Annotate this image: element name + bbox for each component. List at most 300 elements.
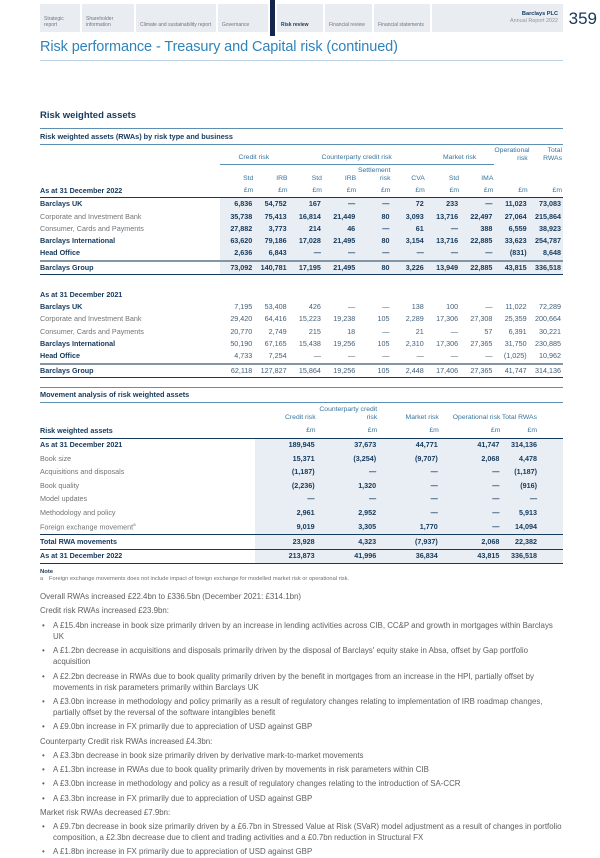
row-label: Total RWA movements (40, 535, 255, 549)
cell-value: 2,749 (254, 326, 288, 338)
bullet-marker: • (42, 847, 45, 857)
nav-tab-label: Governance (222, 22, 250, 28)
cell-value: 75,413 (254, 211, 288, 223)
cell-value: 14,094 (501, 519, 563, 534)
table-row (40, 211, 563, 223)
movement-table-caption: Movement analysis of risk weighted assets (40, 387, 563, 404)
cell-value: — (440, 466, 502, 479)
cell-value: — (378, 493, 440, 506)
cell-value: 38,923 (529, 223, 563, 235)
cell-value: 189,945 (255, 438, 317, 452)
unit-label: £m (391, 185, 425, 198)
cell-value: 4,323 (317, 535, 379, 549)
cell-value: 43,815 (494, 261, 528, 275)
brand-block (432, 4, 563, 32)
cell-value: 6,391 (494, 326, 528, 338)
movement-body (40, 438, 563, 564)
cell-value: 2,068 (440, 535, 502, 549)
row-label: Barclays UK (40, 199, 83, 209)
cell-value: 15,371 (255, 452, 317, 465)
col-header: Std (448, 175, 460, 183)
row-label: Barclays International (40, 339, 116, 349)
row-label: Barclays UK (40, 302, 83, 312)
cell-value: 21,449 (323, 211, 357, 223)
commentary-paragraph: Overall RWAs increased £22.4bn to £336.5bn (December 2021: £314.1bn) (40, 592, 301, 602)
cell-value: 314,136 (501, 438, 563, 452)
cell-value: 41,747 (494, 364, 528, 378)
bullet-text: A £1.3bn increase in RWAs due to book quality primarily driven by movements in risk parameters within CIB (53, 765, 429, 775)
cell-value: 80 (357, 261, 391, 275)
unit-label: £m (426, 185, 460, 198)
cell-value: 19,256 (323, 338, 357, 350)
column-header-row (40, 165, 563, 185)
cell-value: — (357, 247, 391, 260)
cell-value: 67,165 (254, 338, 288, 350)
cell-value: 213,873 (255, 549, 317, 563)
table-row (40, 535, 563, 549)
cell-value: — (323, 301, 357, 313)
commentary-paragraph: Credit risk RWAs increased £23.9bn: (40, 606, 169, 616)
bullet-text: A £2.2bn decrease in RWAs due to book quality primarily driven by the benefit in mortgages from an increase in the HPI, partially offset by movements in risk parameters primarily within Barclays UK (53, 671, 534, 692)
bullet-text: A £9.0bn increase in FX primarily due to appreciation of USD against GBP (53, 722, 313, 732)
table-row (40, 350, 563, 363)
cell-value: 2,068 (440, 452, 502, 465)
row-label: Book quality (40, 480, 80, 490)
bullet-marker: • (42, 779, 45, 789)
cell-value: — (460, 301, 494, 313)
cell-value: 62,118 (220, 364, 254, 378)
cell-value: 35,738 (220, 211, 254, 223)
col-header: Std (243, 175, 254, 183)
brand-name: Barclays PLC (521, 11, 558, 18)
page-title: Risk performance - Treasury and Capital risk (continued) (40, 39, 398, 55)
bullet-item (40, 645, 563, 667)
cell-value: — (323, 350, 357, 363)
unit-label: £m (501, 424, 563, 438)
cell-value: — (357, 326, 391, 338)
cell-value: 336,518 (529, 261, 563, 275)
bullet-marker: • (42, 750, 45, 760)
nav-tab-label: Strategic report (44, 16, 64, 28)
cell-value: — (440, 519, 502, 534)
cell-value: 3,154 (391, 235, 425, 247)
row-label: Head Office (40, 351, 80, 361)
cell-value: — (426, 223, 460, 235)
cell-value: 2,289 (391, 313, 425, 325)
table-row (40, 338, 563, 350)
table-row (40, 364, 563, 378)
cell-value: 27,365 (460, 338, 494, 350)
cell-value: (831) (494, 247, 528, 260)
cell-value: — (357, 223, 391, 235)
cell-value: 21 (391, 326, 425, 338)
bullet-item (40, 821, 563, 843)
cell-value: 27,308 (460, 313, 494, 325)
cell-value: — (289, 247, 323, 260)
cell-value: 80 (357, 211, 391, 223)
col-header: Credit risk (285, 413, 316, 421)
unit-label: £m (255, 424, 317, 438)
unit-label: £m (494, 185, 528, 198)
unit-label: £m (378, 424, 440, 438)
nav-band (40, 4, 563, 32)
cell-value: — (323, 198, 357, 211)
cell-value: 17,306 (426, 313, 460, 325)
bullet-marker: • (42, 722, 45, 732)
bullet-text: A £3.0bn increase in methodology and policy as a result of regulatory changes relating to the introduction of SA-CCR (53, 779, 461, 789)
cell-value: 5,913 (501, 506, 563, 519)
bullet-item (40, 793, 563, 804)
bullet-marker: • (42, 646, 45, 656)
table-row (40, 223, 563, 235)
bullet-text: A £15.4bn increase in book size primarily driven by an increase in lending activities across CIB, CC&P and growth in mortgages within Barclays UK (53, 620, 553, 641)
bullet-text: A £1.8bn increase in FX primarily due to appreciation of USD against GBP (53, 847, 313, 857)
nav-tab-shareholder-information[interactable] (82, 4, 134, 32)
column-header-row (40, 403, 563, 424)
cell-value: 23,928 (255, 535, 317, 549)
unit-label: £m (220, 185, 254, 198)
cell-value: 138 (391, 301, 425, 313)
cell-value: 17,306 (426, 338, 460, 350)
footnote-block (40, 569, 563, 582)
table-row (40, 261, 563, 275)
cell-value: 29,420 (220, 313, 254, 325)
movement-table (40, 403, 563, 564)
note-marker: a (40, 576, 44, 583)
table-row (40, 466, 563, 479)
unit-label: £m (317, 424, 379, 438)
cell-value: — (323, 247, 357, 260)
unit-label: £m (460, 185, 494, 198)
cell-value: 22,885 (460, 235, 494, 247)
page-content (40, 39, 563, 858)
cell-value: 314,136 (529, 364, 563, 378)
cell-value: — (357, 350, 391, 363)
commentary-paragraph: Counterparty Credit risk RWAs increased £4.3bn: (40, 736, 213, 746)
row-label: Barclays Group (40, 261, 220, 275)
cell-value: 254,787 (529, 235, 563, 247)
table-row (40, 235, 563, 247)
row-label: Acquisitions and disposals (40, 467, 125, 477)
cell-value: 44,771 (378, 438, 440, 452)
cell-value: 13,716 (426, 235, 460, 247)
row-label: Consumer, Cards and Payments (40, 223, 144, 233)
cell-value: 100 (426, 301, 460, 313)
col-header: Std (311, 175, 322, 183)
cell-value: — (460, 247, 494, 260)
row-label: Foreign exchange movement$^a$ (40, 522, 136, 532)
table-row (40, 479, 563, 492)
group-market-risk: Market risk (426, 145, 495, 165)
bullet-text: A £3.3bn decrease in book size primarily driven by derivative mark-to-market movements (53, 750, 364, 760)
cell-value: 3,093 (391, 211, 425, 223)
bullet-marker: • (42, 821, 45, 831)
cell-value: 105 (357, 313, 391, 325)
bullet-marker: • (42, 620, 45, 630)
bullet-marker: • (42, 671, 45, 681)
date-row-2021 (40, 288, 563, 301)
bullet-item (40, 750, 563, 761)
cell-value: 9,019 (255, 519, 317, 534)
date-label-2021: As at 31 December 2021 (40, 289, 123, 299)
cell-value: — (255, 493, 317, 506)
cell-value: 50,190 (220, 338, 254, 350)
cell-value: 64,416 (254, 313, 288, 325)
cell-value: 1,770 (378, 519, 440, 534)
row-label: Corporate and Investment Bank (40, 211, 142, 221)
cell-value: 1,320 (317, 479, 379, 492)
row-label: Methodology and policy (40, 507, 116, 517)
table-row (40, 198, 563, 211)
cell-value: — (378, 506, 440, 519)
row-label: Barclays International (40, 236, 116, 246)
group-total-rwas: Total RWAs (543, 146, 562, 162)
cell-value: (916) (501, 479, 563, 492)
bullet-text: A £1.2bn decrease in acquisitions and disposals primarily driven by the disposal of Barclays' equity stake in Absa, offset by Gap portfolio acquisition (53, 646, 529, 667)
cell-value: 3,773 (254, 223, 288, 235)
bullet-item (40, 764, 563, 775)
table-row (40, 493, 563, 506)
cell-value: 2,961 (255, 506, 317, 519)
cell-value: 22,497 (460, 211, 494, 223)
cell-value: (9,707) (378, 452, 440, 465)
cell-value: 19,238 (323, 313, 357, 325)
unit-header-row (40, 424, 563, 438)
cell-value: 7,195 (220, 301, 254, 313)
cell-value: 15,864 (289, 364, 323, 378)
cell-value: — (460, 350, 494, 363)
date-label-2022: As at 31 December 2022 (40, 185, 220, 198)
cell-value: 127,827 (254, 364, 288, 378)
cell-value: 214 (289, 223, 323, 235)
cell-value: 10,962 (529, 350, 563, 363)
title-rule (40, 60, 563, 61)
nav-tab-label: Financial review (329, 22, 365, 28)
cell-value: 11,022 (494, 301, 528, 313)
section-title: Risk weighted assets (40, 110, 137, 121)
cell-value: — (357, 301, 391, 313)
table-row (40, 301, 563, 313)
cell-value: 15,223 (289, 313, 323, 325)
nav-tab-label: Shareholder information (86, 16, 114, 28)
rwa-table-caption: Risk weighted assets (RWAs) by risk type and business (40, 128, 563, 145)
cell-value: 21,495 (323, 235, 357, 247)
cell-value: — (440, 506, 502, 519)
row-label: Book size (40, 453, 72, 463)
nav-tab-risk-review[interactable] (277, 4, 323, 32)
cell-value: 43,815 (440, 549, 502, 563)
cell-value: (1,187) (501, 466, 563, 479)
cell-value: 2,636 (220, 247, 254, 260)
rwa-table (40, 145, 563, 378)
cell-value: 4,478 (501, 452, 563, 465)
table-row (40, 438, 563, 452)
cell-value: — (440, 479, 502, 492)
cell-value: — (289, 350, 323, 363)
cell-value: 30,221 (529, 326, 563, 338)
cell-value: 72,289 (529, 301, 563, 313)
commentary-section (40, 591, 563, 857)
cell-value: — (440, 493, 502, 506)
cell-value: 2,952 (317, 506, 379, 519)
cell-value: 6,836 (220, 198, 254, 211)
row-label: Model updates (40, 494, 88, 504)
unit-label: £m (440, 424, 502, 438)
nav-tab-financial-review[interactable] (325, 4, 372, 32)
unit-label: £m (254, 185, 288, 198)
cell-value: 22,885 (460, 261, 494, 275)
unit-label: £m (289, 185, 323, 198)
note-text: Foreign exchange movements does not include impact of foreign exchange for modelled market risk or operational risk. (49, 576, 350, 583)
cell-value: — (460, 198, 494, 211)
cell-value: 41,747 (440, 438, 502, 452)
table-row (40, 313, 563, 325)
cell-value: 105 (357, 364, 391, 378)
col-header: IRB (276, 175, 288, 183)
bullet-text: A £3.0bn increase in methodology and policy primarily as a result of regulatory changes relating to implementation of IRB roadmap changes, partially offset by the reversal of the software intangibles benefit (53, 697, 543, 718)
nav-tab-strategic-report[interactable] (40, 4, 80, 32)
report-page (0, 4, 600, 857)
cell-value: 31,750 (494, 338, 528, 350)
cell-value: 215 (289, 326, 323, 338)
cell-value: 61 (391, 223, 425, 235)
cell-value: 27,365 (460, 364, 494, 378)
cell-value: 17,195 (289, 261, 323, 275)
cell-value: — (378, 479, 440, 492)
cell-value: — (391, 247, 425, 260)
row-label: As at 31 December 2021 (40, 440, 123, 450)
movement-label-header: Risk weighted assets (40, 424, 255, 438)
bullet-marker: • (42, 765, 45, 775)
group-counterparty-credit-risk: Counterparty credit risk (289, 145, 426, 165)
cell-value: 18 (323, 326, 357, 338)
cell-value: 63,620 (220, 235, 254, 247)
cell-value: (1,187) (255, 466, 317, 479)
cell-value: 27,882 (220, 223, 254, 235)
cell-value: 426 (289, 301, 323, 313)
table-row (40, 506, 563, 519)
cell-value: — (426, 247, 460, 260)
table-row (40, 549, 563, 563)
cell-value: 388 (460, 223, 494, 235)
cell-value: 16,814 (289, 211, 323, 223)
cell-value: 72 (391, 198, 425, 211)
cell-value: (1,025) (494, 350, 528, 363)
cell-value: 105 (357, 338, 391, 350)
cell-value: 11,023 (494, 198, 528, 211)
page-header (40, 4, 597, 32)
bullet-item (40, 696, 563, 718)
group-credit-risk: Credit risk (220, 145, 289, 165)
cell-value: 46 (323, 223, 357, 235)
unit-label: £m (529, 185, 563, 198)
cell-value: 3,226 (391, 261, 425, 275)
row-label: As at 31 December 2022 (40, 549, 255, 563)
col-header: Operational risk (452, 413, 501, 421)
brand-subtitle: Annual Report 2022 (510, 18, 558, 25)
cell-value: 4,733 (220, 350, 254, 363)
cell-value: 54,752 (254, 198, 288, 211)
note-heading: Note (40, 569, 54, 576)
nav-tab-climate-sustainability[interactable] (136, 4, 216, 32)
note-line (40, 576, 563, 582)
nav-tab-financial-statements[interactable] (374, 4, 430, 32)
bullet-text: A £3.3bn increase in FX primarily due to appreciation of USD against GBP (53, 793, 313, 803)
cell-value: 215,864 (529, 211, 563, 223)
cell-value: (2,236) (255, 479, 317, 492)
cell-value: 41,996 (317, 549, 379, 563)
col-header: Counterparty credit risk (319, 405, 378, 421)
cell-value: — (317, 493, 379, 506)
cell-value: 167 (289, 198, 323, 211)
cell-value: 13,949 (426, 261, 460, 275)
nav-tab-governance[interactable] (218, 4, 268, 32)
col-header: CVA (411, 175, 425, 183)
cell-value: 2,310 (391, 338, 425, 350)
col-header: IMA (481, 175, 494, 183)
cell-value: 27,064 (494, 211, 528, 223)
cell-value: 200,664 (529, 313, 563, 325)
cell-value: 73,083 (529, 198, 563, 211)
cell-value: 19,256 (323, 364, 357, 378)
nav-tab-label: Climate and sustainability report (140, 22, 212, 28)
bullet-marker: • (42, 793, 45, 803)
table-row (40, 452, 563, 465)
commentary-paragraph: Market risk RWAs decreased £7.9bn: (40, 807, 171, 817)
cell-value: 20,770 (220, 326, 254, 338)
cell-value: 36,834 (378, 549, 440, 563)
row-label: Consumer, Cards and Payments (40, 326, 144, 336)
cell-value: 13,716 (426, 211, 460, 223)
bullet-item (40, 721, 563, 732)
cell-value: 336,518 (501, 549, 563, 563)
cell-value: 57 (460, 326, 494, 338)
cell-value: — (426, 326, 460, 338)
col-header: Total RWAs (501, 413, 537, 421)
unit-label: £m (357, 185, 391, 198)
bullet-marker: • (42, 697, 45, 707)
table-row (40, 247, 563, 260)
cell-value: (7,937) (378, 535, 440, 549)
cell-value: 37,673 (317, 438, 379, 452)
group-operational-risk: Operational risk (494, 146, 530, 162)
cell-value: 6,843 (254, 247, 288, 260)
cell-value: 33,623 (494, 235, 528, 247)
cell-value: 80 (357, 235, 391, 247)
cell-value: 2,448 (391, 364, 425, 378)
page-number: 359 (568, 8, 597, 28)
cell-value: — (357, 198, 391, 211)
active-tab-marker (270, 0, 275, 36)
cell-value: 17,406 (426, 364, 460, 378)
bullet-text: A £9.7bn decrease in book size primarily driven by a £6.7bn in Stressed Value at Risk (SVaR) model adjustment as a result of changes in portfolio composition, a £2.3bn decrease due to client and trading activities and a £0.7bn reduction in Structural FX (53, 821, 562, 843)
cell-value: (3,254) (317, 452, 379, 465)
cell-value: 22,382 (501, 535, 563, 549)
cell-value: 25,359 (494, 313, 528, 325)
cell-value: 3,305 (317, 519, 379, 534)
cell-value: 17,028 (289, 235, 323, 247)
row-label: Corporate and Investment Bank (40, 314, 142, 324)
nav-tab-label: Risk review (281, 22, 309, 28)
cell-value: 8,648 (529, 247, 563, 260)
cell-value: 6,559 (494, 223, 528, 235)
rwa-2022-body (40, 198, 563, 275)
cell-value: — (426, 350, 460, 363)
cell-value: — (391, 350, 425, 363)
unit-header-row (40, 185, 563, 198)
group-header-row (40, 145, 563, 165)
col-header: Market risk (405, 413, 439, 421)
